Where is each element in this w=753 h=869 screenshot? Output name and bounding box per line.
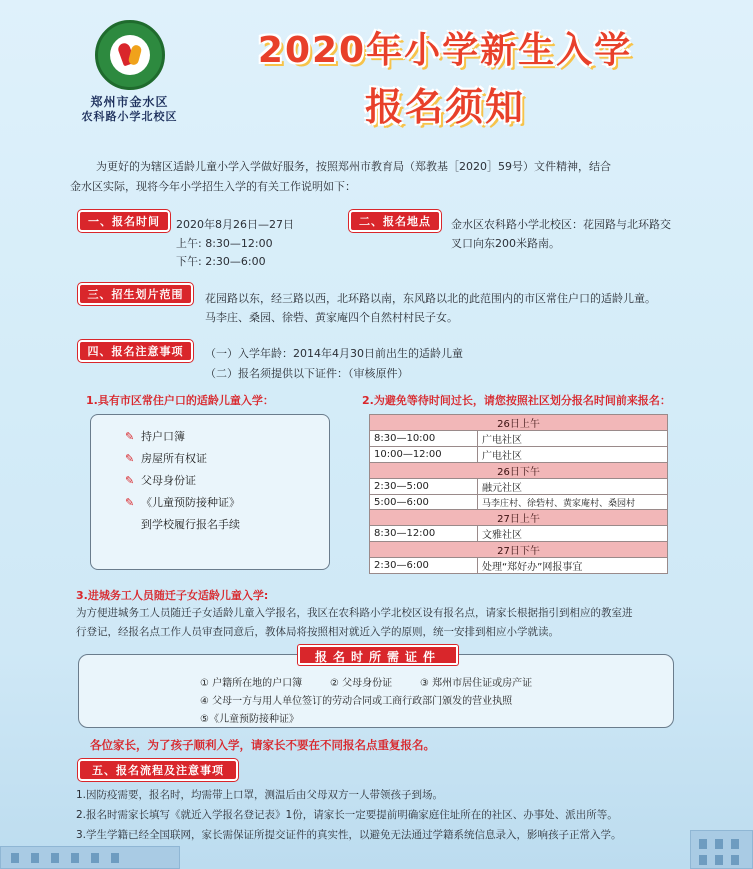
schedule-time: 8:30—12:00: [370, 526, 478, 542]
process-line3: 3.学生学籍已经全国联网，家长需保证所提交证件的真实性，以避免无法通过学籍系统信息录入，影响孩子正常入学。: [76, 829, 622, 841]
notes-item2: （二）报名须提供以下证件：（审核原件）: [205, 367, 409, 380]
needs-item: ④ 父母一方与用人单位签订的劳动合同或工商行政部门颁发的营业执照: [200, 696, 513, 707]
intro-line1: 为更好的为辖区适龄儿童小学入学做好服务，按照郑州市教育局（郑教基［2020］59号）文件精神，结合: [96, 160, 611, 173]
range-line1: 花园路以东，经三路以西，北环路以南，东风路以北的此范围内的市区常住户口的适龄儿童。: [205, 292, 656, 305]
schedule-community: 处理“郑好办”网报事宜: [478, 558, 668, 574]
doc-label: 持户口簿: [141, 430, 185, 443]
section-process-tag: 五、报名流程及注意事项: [78, 759, 238, 781]
time-am: 上午: 8:30—12:00: [176, 237, 273, 250]
schedule-table: [369, 414, 668, 574]
schedule-community: 广电社区: [478, 431, 668, 447]
doc-label: 房屋所有权证: [141, 452, 207, 465]
doc-label: 《儿童预防接种证》: [141, 496, 240, 509]
table-row: [370, 431, 668, 447]
table-row: [370, 526, 668, 542]
school-name-line1: 郑州市金水区: [90, 95, 169, 109]
schedule-heading: 2.为避免等待时间过长，请您按照社区划分报名时间前来报名：: [362, 394, 671, 407]
migrant-line1: 为方便进城务工人员随迁子女适龄儿童入学报名，我区在农科路小学北校区设有报名点，请家长根据指引到相应的教室进: [76, 607, 633, 619]
schedule-time: 2:30—6:00: [370, 558, 478, 574]
pen-icon: ✎: [125, 429, 135, 443]
schedule-day: 26日下午: [370, 463, 668, 479]
schedule-community: 融元社区: [478, 479, 668, 495]
process-line2: 2.报名时需家长填写《就近入学报名登记表》1份，请家长一定要提前明确家庭住址所在的社区、办事处、派出所等。: [76, 809, 618, 821]
page-subtitle: 报名须知: [364, 85, 525, 129]
schedule-day-row: [370, 542, 668, 558]
notes-item1: （一）入学年龄：2014年4月30日前出生的适龄儿童: [205, 347, 463, 360]
schedule-day-row: [370, 415, 668, 431]
schedule-time: 2:30—5:00: [370, 479, 478, 495]
pen-icon: ✎: [125, 451, 135, 465]
section-notes-tag: 四、报名注意事项: [78, 340, 193, 362]
intro-line2: 金水区实际，现将今年小学招生入学的有关工作说明如下：: [70, 180, 356, 193]
doc-footer: 到学校履行报名手续: [141, 518, 240, 531]
needs-title: 报名时所需证件: [298, 645, 458, 665]
migrant-line2: 行登记，经报名点工作人员审查同意后，教体局将按照相对就近入学的原则，统一安排到相应小学就读。: [76, 626, 559, 638]
doc-item: [125, 469, 240, 491]
doc-item: [125, 491, 240, 513]
pen-icon: ✎: [125, 473, 135, 487]
schedule-community: 广电社区: [478, 447, 668, 463]
reminder-text: 各位家长，为了孩子顺利入学，请家长不要在不同报名点重复报名。: [90, 738, 435, 752]
doc-item: [125, 425, 240, 447]
place-line1: 金水区农科路小学北校区：花园路与北环路交: [451, 218, 671, 231]
schedule-day-row: [370, 463, 668, 479]
pen-icon: ✎: [125, 495, 135, 509]
residents-docs-box: [90, 414, 330, 570]
time-pm: 下午: 2:30—6:00: [176, 255, 266, 268]
school-logo: [95, 20, 165, 90]
schedule-time: 10:00—12:00: [370, 447, 478, 463]
section-range-tag: 三、招生划片范围: [78, 283, 193, 305]
schedule-community: 马李庄村、徐砦村、黄家庵村、桑园村: [478, 495, 668, 510]
process-line1: 1.因防疫需要，报名时，均需带上口罩，测温后由父母双方一人带领孩子到场。: [76, 789, 444, 801]
section-time-tag: 一、报名时间: [78, 210, 170, 232]
table-row: [370, 558, 668, 574]
background-building: [690, 830, 753, 869]
table-row: [370, 447, 668, 463]
needs-item: ② 父母身份证: [330, 678, 393, 689]
page-title: 2020年小学新生入学: [257, 30, 633, 71]
schedule-time: 8:30—10:00: [370, 431, 478, 447]
schedule-day: 27日下午: [370, 542, 668, 558]
schedule-day: 26日上午: [370, 415, 668, 431]
schedule-day: 27日上午: [370, 510, 668, 526]
section-place-tag: 二、报名地点: [349, 210, 441, 232]
schedule-time: 5:00—6:00: [370, 495, 478, 510]
range-line2: 马李庄、桑园、徐砦、黄家庵四个自然村村民子女。: [205, 311, 458, 324]
migrant-heading: 3.进城务工人员随迁子女适龄儿童入学:: [76, 589, 269, 602]
place-line2: 叉口向东200米路南。: [451, 237, 560, 250]
needs-item: ③ 郑州市居住证或房产证: [420, 678, 533, 689]
residents-heading: 1.具有市区常住户口的适龄儿童入学：: [86, 394, 274, 407]
schedule-day-row: [370, 510, 668, 526]
schedule-community: 文雅社区: [478, 526, 668, 542]
needs-item: ⑤《儿童预防接种证》: [200, 714, 299, 725]
school-name-line2: 农科路小学北校区: [81, 110, 178, 123]
time-date: 2020年8月26日—27日: [176, 218, 294, 231]
table-row: [370, 479, 668, 495]
background-building: [0, 846, 180, 869]
table-row: [370, 495, 668, 510]
doc-item: [125, 447, 240, 469]
doc-label: 父母身份证: [141, 474, 196, 487]
needs-item: ① 户籍所在地的户口簿: [200, 678, 303, 689]
